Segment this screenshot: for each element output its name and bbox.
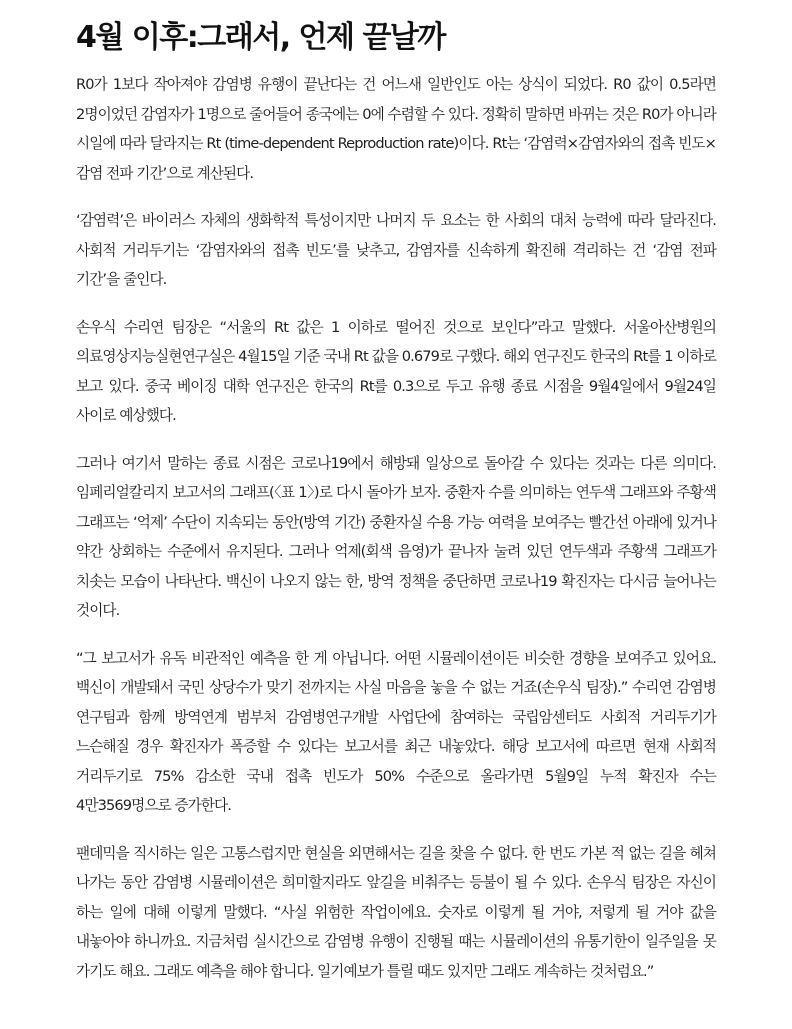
article-paragraph-1: R0가 1보다 작아져야 감염병 유행이 끝난다는 건 어느새 일반인도 아는 상식이 되었다. R0 값이 0.5라면 2명이었던 감염자가 1명으로 줄어들어 종국에는 0에 수렴할 수 있다. 정확히 말하면 바뀌는 것은 R0가 아니라 시일에 따라 달라지는 Rt (time-dependent Reproduction rate)이다. Rt는 ‘감염력×감염자와의 접촉 빈도×감염 전파 기간’으로 계산된다. — [76, 76, 716, 182]
article — [76, 14, 716, 1004]
article-paragraph-6: 팬데믹을 직시하는 일은 고통스럽지만 현실을 외면해서는 길을 찾을 수 없다. 한 번도 가본 적 없는 길을 헤쳐 나가는 동안 감염병 시뮬레이션은 희미할지라도 앞길을 비춰주는 등불이 될 수 있다. 손우식 팀장은 자신이 하는 일에 대해 이렇게 말했다. “사실 위험한 작업이에요. 숫자로 이렇게 될 거야, 저렇게 될 거야 값을 내놓아야 하니까요. 지금처럼 실시간으로 감염병 유행이 진행될 때는 시뮬레이션의 유통기한이 일주일을 못 가기도 해요. 그래도 예측을 해야 합니다. 일기예보가 틀릴 때도 있지만 그래도 계속하는 것처럼요.” — [76, 844, 716, 980]
article-paragraph-3: 손우식 수리연 팀장은 “서울의 Rt 값은 1 이하로 떨어진 것으로 보인다”라고 말했다. 서울아산병원의 의료영상지능실현연구실은 4월15일 기준 국내 Rt 값을 0.679로 구했다. 해외 연구진도 한국의 Rt를 1 이하로 보고 있다. 중국 베이징 대학 연구진은 한국의 Rt를 0.3으로 두고 유행 종료 시점을 9월4일에서 9월24일 사이로 예상했다. — [76, 318, 716, 424]
article-paragraph-4: 그러나 여기서 말하는 종료 시점은 코로나19에서 해방돼 일상으로 돌아갈 수 있다는 것과는 다른 의미다. 임페리얼칼리지 보고서의 그래프(〈표 1〉)로 다시 돌아가 보자. 중환자 수를 의미하는 연두색 그래프와 주황색 그래프는 ‘억제’ 수단이 지속되는 동안(방역 기간) 중환자실 수용 가능 여력을 보여주는 빨간선 아래에 있거나 약간 상회하는 수준에서 유지된다. 그러나 억제(회색 음영)가 끝나자 눌려 있던 연두색과 주황색 그래프가 치솟는 모습이 나타난다. 백신이 나오지 않는 한, 방역 정책을 중단하면 코로나19 확진자는 다시금 늘어나는 것이다. — [76, 454, 716, 619]
article-paragraph-2: ‘감염력’은 바이러스 자체의 생화학적 특성이지만 나머지 두 요소는 한 사회의 대처 능력에 따라 달라진다. 사회적 거리두기는 ‘감염자와의 접촉 빈도’를 낮추고, 감염자를 신속하게 확진해 격리하는 건 ‘감염 전파 기간’을 줄인다. — [76, 212, 716, 288]
article-paragraph-5: “그 보고서가 유독 비관적인 예측을 한 게 아닙니다. 어떤 시뮬레이션이든 비슷한 경향을 보여주고 있어요. 백신이 개발돼서 국민 상당수가 맞기 전까지는 사실 마음을 놓을 수 없는 거죠(손우식 팀장).” 수리연 감염병 연구팀과 함께 방역연계 범부처 감염병연구개발 사업단에 참여하는 국립암센터도 사회적 거리두기가 느슨해질 경우 확진자가 폭증할 수 있다는 보고서를 최근 내놓았다. 해당 보고서에 따르면 현재 사회적 거리두기로 75% 감소한 국내 접촉 빈도가 50% 수준으로 올라가면 5월9일 누적 확진자 수는 4만3569명으로 증가한다. — [76, 649, 716, 814]
article-title: 4월 이후:그래서, 언제 끝날까 — [76, 20, 445, 55]
